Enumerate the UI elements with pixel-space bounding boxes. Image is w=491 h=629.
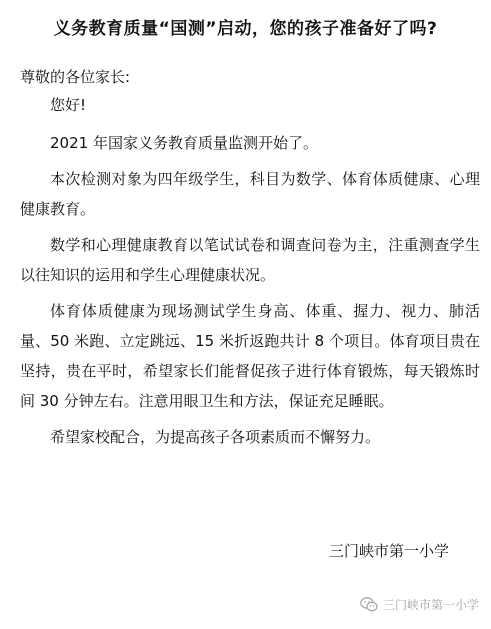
paragraph-subjects: 本次检测对象为四年级学生，科目为数学、体育体质健康、心理健康教育。 [20, 170, 480, 218]
paragraph-test-method: 数学和心理健康教育以笔试试卷和调查问卷为主，注重测查学生以往知识的运用和学生心理健康状况。 [20, 236, 480, 284]
watermark-text: 三门峡市第一小学 [382, 598, 479, 612]
page-title: 义务教育质量“国测”启动，您的孩子准备好了吗? [53, 19, 438, 39]
signature: 三门峡市第一小学 [328, 542, 449, 560]
paragraph-intro: 2021 年国家义务教育质量监测开始了。 [50, 134, 318, 152]
letter-body [20, 90, 480, 458]
wechat-icon [360, 597, 378, 612]
watermark [360, 596, 479, 613]
paragraph-physical-test: 体育体质健康为现场测试学生身高、体重、握力、视力、肺活量、50 米跑、立定跳远、15 米折返跑共计 8 个项目。体育项目贵在坚持，贵在平时，希望家长们能督促孩子进行体育锻炼，每天锻炼时间 30 分钟左右。注意用眼卫生和方法，保证充足睡眠。 [20, 302, 480, 410]
salutation: 尊敬的各位家长: [20, 68, 131, 86]
paragraph-greeting: 您好! [50, 96, 87, 114]
paragraph-closing: 希望家校配合，为提高孩子各项素质而不懈努力。 [50, 428, 381, 446]
